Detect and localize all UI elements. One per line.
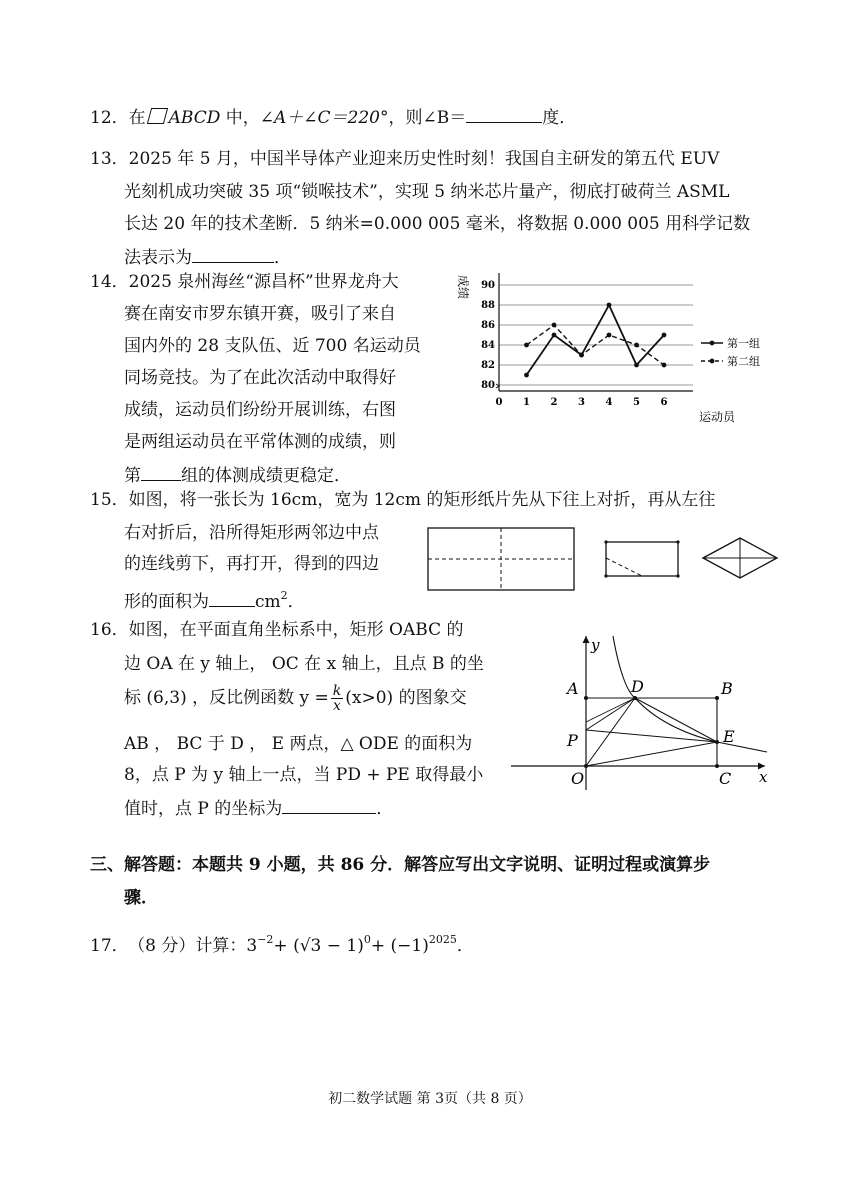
answer-blank[interactable] <box>466 104 542 123</box>
data-point <box>524 343 529 348</box>
data-point <box>579 353 584 358</box>
x-tick-label: 6 <box>660 397 668 408</box>
question-13-line-2: 光刻机成功突破 35 项“锁喉技术”，实现 5 纳米芯片量产，彻底打破荷兰 ASML <box>124 182 730 202</box>
data-point <box>662 333 667 338</box>
question-15-line: 右对折后，沿所得矩形两邻边中点 <box>124 523 379 543</box>
question-14-line: 赛在南安市罗东镇开赛，吸引了来自 <box>124 304 396 324</box>
legend-marker <box>710 359 715 364</box>
label-E: E <box>723 727 735 746</box>
data-point <box>552 333 557 338</box>
question-16-line: 标 (6,3) ，反比例函数 y = $\frac{k}{x}$ (x>0) 的图象交 <box>124 683 467 714</box>
y-axis-label: 成绩 <box>456 275 470 300</box>
parallelogram-symbol <box>146 108 167 124</box>
question-14-line: 国内外的 28 支队伍、近 700 名运动员 <box>124 336 421 356</box>
answer-blank[interactable] <box>141 462 181 481</box>
legend-label: 第二组 <box>727 355 760 368</box>
data-point <box>607 333 612 338</box>
page-footer: 初二数学试题 第 3页（共 8 页） <box>328 1091 532 1107</box>
label-D: D <box>631 677 644 696</box>
x-axis-label: 运动员 <box>699 410 736 424</box>
question-16-line: 值时，点 P 的坐标为 ． <box>124 795 393 821</box>
folding-figures <box>420 520 790 600</box>
rhombus-figure <box>703 538 777 578</box>
series-line-1 <box>527 305 665 375</box>
label-O: O <box>571 769 585 788</box>
question-15-line: 形的面积为 $cm^2$． <box>124 589 305 612</box>
data-point <box>607 303 612 308</box>
data-point <box>634 363 639 368</box>
x-tick-label: 1 <box>523 397 530 408</box>
question-14-line: 第 组的体测成绩更稳定． <box>124 462 351 488</box>
data-point <box>662 363 667 368</box>
x-tick-label: 0 <box>495 397 503 408</box>
question-16: 16．如图，在平面直角坐标系中，矩形 OABC 的 <box>90 620 464 640</box>
y-tick-label: 82 <box>481 360 495 371</box>
question-15-line: 的连线剪下，再打开，得到的四边 <box>124 554 379 574</box>
x-tick-label: 5 <box>633 397 640 408</box>
answer-blank[interactable] <box>192 244 274 263</box>
question-13-line-3: 长达 20 年的技术垄断．5 纳米=0.000 005 毫米，将数据 0.000 005 用科学记数 <box>124 214 751 234</box>
section-3-heading-cont: 骤． <box>124 888 158 908</box>
section-3-heading: 三、解答题：本题共 9 小题，共 86 分．解答应写出文字说明、证明过程或演算步 <box>90 855 711 875</box>
x-tick-label: 3 <box>578 397 585 408</box>
line-chart <box>455 265 785 435</box>
legend-marker <box>710 341 715 346</box>
y-tick-label: 88 <box>481 300 495 311</box>
question-15: 15．如图，将一张长为 16cm，宽为 12cm 的矩形纸片先从下往上对折，再从左往 <box>90 490 716 510</box>
fraction-k-over-x: $\frac{k}{x}$ <box>332 683 342 714</box>
y-tick-label: 84 <box>481 340 495 351</box>
label-P: P <box>567 731 578 750</box>
question-14-line: 同场竞技。为了在此次活动中取得好 <box>124 368 396 388</box>
x-tick-label: 2 <box>550 397 558 408</box>
y-tick-label: 86 <box>481 320 495 331</box>
legend-label: 第一组 <box>727 337 760 350</box>
data-point <box>634 343 639 348</box>
question-14: 14．2025 泉州海丝“源昌杯”世界龙舟大 <box>90 272 399 292</box>
label-y: y <box>591 636 600 654</box>
question-13: 13．2025 年 5 月，中国半导体产业迎来历史性时刻！我国自主研发的第五代 EUV <box>90 149 720 169</box>
data-point <box>524 373 529 378</box>
coordinate-figure <box>505 630 785 790</box>
question-16-line: 8，点 P 为 y 轴上一点，当 PD + PE 取得最小 <box>124 765 484 785</box>
folded-rectangle-figure <box>604 540 679 577</box>
question-16-line: 边 OA 在 y 轴上， OC 在 x 轴上，且点 B 的坐 <box>124 654 484 674</box>
answer-blank[interactable] <box>282 795 376 814</box>
label-A: A <box>567 679 579 698</box>
question-14-line: 是两组运动员在平常体测的成绩，则 <box>124 432 396 452</box>
question-12: 12．在 ABCD 中，∠A＋∠C＝220°，则∠B＝ 度． <box>90 104 576 130</box>
question-13-line-4: 法表示为 ． <box>124 244 291 270</box>
question-14-line: 成绩，运动员们纷纷开展训练，右图 <box>124 400 396 420</box>
label-C: C <box>719 769 732 788</box>
full-rectangle-figure <box>428 528 574 590</box>
answer-blank[interactable] <box>209 588 255 607</box>
data-point <box>552 323 557 328</box>
y-tick-label: 90 <box>481 280 495 291</box>
label-x: x <box>759 768 768 786</box>
label-B: B <box>721 679 733 698</box>
y-tick-label: 80 <box>481 380 495 391</box>
question-17: 17． （8 分）计算：$3^{-2}+ (√3 - 1)^0+ (-1)^{2025}$． <box>90 933 474 956</box>
question-16-line: AB ， BC 于 D ， E 两点，△ ODE 的面积为 <box>124 734 473 754</box>
x-tick-label: 4 <box>605 397 613 408</box>
